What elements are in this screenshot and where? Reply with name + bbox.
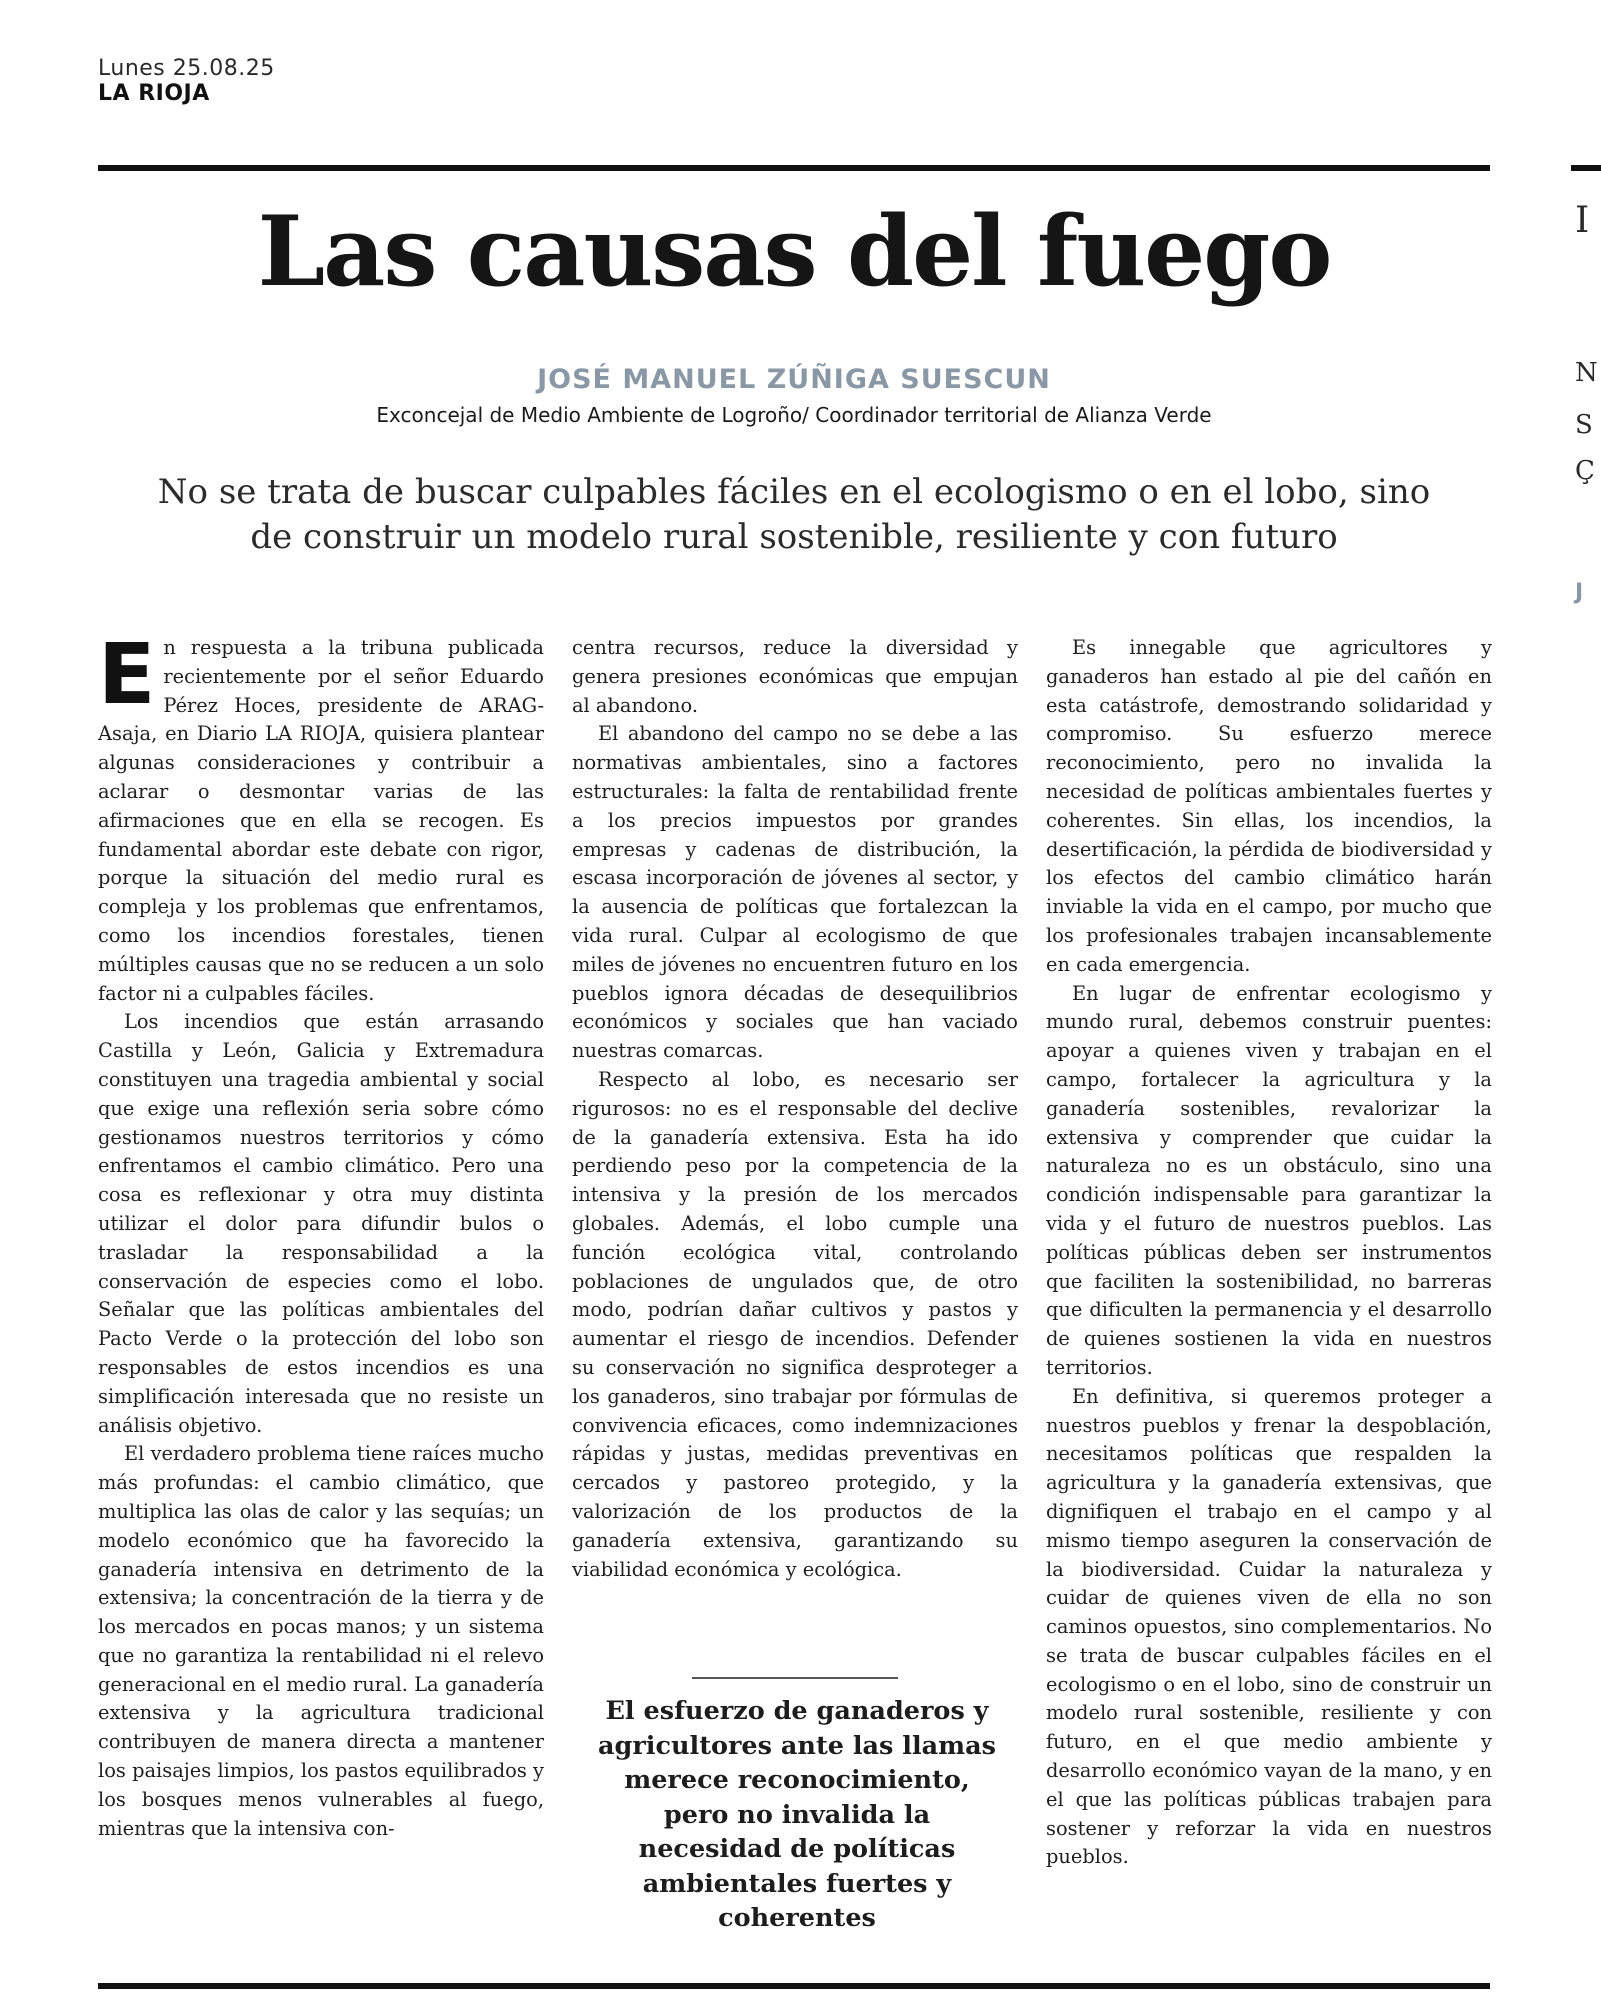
subtitle: No se trata de buscar culpables fáciles en el ecologismo o en el lobo, sino de construir un modelo rural sostenible, resiliente y con futuro xyxy=(157,472,1431,557)
headline: Las causas del fuego xyxy=(257,195,1331,308)
adjacent-page-glyph: Ç xyxy=(1575,456,1595,486)
paragraph: En lugar de enfrentar ecologismo y mundo rural, debemos construir puentes: apoyar a quienes viven y trabajan en el campo, fortalecer la agricultura y la ganadería sostenibles, revalorizar la extensiva y comprender que cuidar la naturaleza no es un obstáculo, sino una condición indispensable para garantizar la vida y el futuro de nuestros pueblos. Las políticas públicas deben ser instrumentos que faciliten la sostenibilidad, no barreras que dificulten la permanencia y el desarrollo de quienes sostienen la vida en nuestros territorios. xyxy=(1046,981,1492,1379)
paragraph: Es innegable que agricultores y ganaderos han estado al pie del cañón en esta catástrofe, demostrando solidaridad y compromiso. Su esfuerzo merece reconocimiento, pero no invalida la necesidad de políticas ambientales fuertes y coherentes. Sin ellas, los incendios, la desertificación, la pérdida de biodiversidad y los efectos del cambio climático harán inviable la vida en el campo, por mucho que los profesionales trabajen incansablemente en cada emergencia. xyxy=(1046,636,1492,976)
paragraph: En definitiva, si queremos proteger a nuestros pueblos y frenar la despoblación, necesitamos políticas que respalden la agricultura y la ganadería extensivas, que dignifiquen el trabajo en el campo y al mismo tiempo aseguren la conservación de la biodiversidad. Cuidar la naturaleza y cuidar de quienes viven de ella no son caminos opuestos, sino complementarios. No se trata de buscar culpables fáciles en el ecologismo o en el lobo, sino de construir un modelo rural sostenible, resiliente y con futuro, en el que medio ambiente y desarrollo económico vayan de la mano, y en el que las políticas públicas trabajen para sostener y reforzar la vida en nuestros pueblos. xyxy=(1046,1384,1492,1869)
drop-cap: E xyxy=(98,625,156,723)
top-rule xyxy=(98,165,1490,171)
paragraph: El verdadero problema tiene raíces mucho más profundas: el cambio climático, que multiplica las olas de calor y las sequías; un modelo económico que ha favorecido la ganadería intensiva en detrimento de la extensiva; la concentración de la tierra y de los mercados en pocas manos; y un sistema que no garantiza la rentabilidad ni el relevo generacional en el medio rural. La ganadería extensiva y la agricultura tradicional contribuyen de manera directa a mantener los paisajes limpios, los pastos equilibrados y los bosques menos vulnerables al fuego, mientras que la intensiva con- xyxy=(98,1442,544,1840)
column-2 xyxy=(572,634,1018,1584)
issue-date: Lunes 25.08.25 xyxy=(98,56,275,81)
column-1 xyxy=(98,625,544,1843)
adjacent-page-glyph: I xyxy=(1575,200,1590,241)
adjacent-page-rule xyxy=(1571,165,1601,171)
column-3 xyxy=(1046,634,1492,1872)
first-paragraph xyxy=(98,625,544,1008)
author-name: JOSÉ MANUEL ZÚÑIGA SUESCUN xyxy=(537,364,1051,395)
masthead xyxy=(98,56,275,106)
pullquote: El esfuerzo de ganaderos y agricultores ante las llamas merece reconocimiento, pero no invalida la necesidad de políticas ambientales fuertes y coherentes xyxy=(597,1696,997,1933)
first-paragraph-text: n respuesta a la tribuna publicada recientemente por el señor Eduardo Pérez Hoces, presidente de ARAG-Asaja, en Diario LA RIOJA, quisiera plantear algunas consideraciones y contribuir a aclarar o desmontar varias de las afirmaciones que en ella se recogen. Es fundamental abordar este debate con rigor, porque la situación del medio rural es compleja y los problemas que enfrentamos, como los incendios forestales, tienen múltiples causas que no se reducen a un solo factor ni a culpables fáciles. xyxy=(98,636,544,1005)
bottom-rule xyxy=(98,1983,1490,1989)
paragraph-continuation: centra recursos, reduce la diversidad y genera presiones económicas que empujan al abandono. xyxy=(572,636,1018,717)
paragraph: El abandono del campo no se debe a las normativas ambientales, sino a factores estructurales: la falta de rentabilidad frente a los precios impuestos por grandes empresas y cadenas de distribución, la escasa incorporación de jóvenes al sector, y la ausencia de políticas que fortalezcan la vida rural. Culpar al ecologismo de que miles de jóvenes no encuentren futuro en los pueblos ignora décadas de desequilibrios económicos y sociales que han vaciado nuestras comarcas. xyxy=(572,722,1018,1063)
adjacent-page-edge xyxy=(1535,0,1598,2000)
adjacent-page-glyph: J xyxy=(1575,580,1584,605)
paragraph: Respecto al lobo, es necesario ser rigurosos: no es el responsable del declive de la ganadería extensiva. Esta ha ido perdiendo peso por la competencia de la intensiva y la presión de los mercados globales. Además, el lobo cumple una función ecológica vital, controlando poblaciones de ungulados que, de otro modo, podrían dañar cultivos y pastos y aumentar el riesgo de incendios. Defender su conservación no significa desproteger a los ganaderos, sino trabajar por fórmulas de convivencia eficaces, como indemnizaciones rápidas y justas, medidas preventivas en cercados y pastoreo protegido, y la valorización de los productos de la ganadería extensiva, garantizando su viabilidad económica y ecológica. xyxy=(572,1067,1018,1581)
pullquote-rule xyxy=(692,1677,898,1679)
adjacent-page-glyph: S xyxy=(1575,410,1593,440)
newspaper-name: LA RIOJA xyxy=(98,81,210,106)
adjacent-page-glyph: N xyxy=(1575,358,1598,388)
paragraph: Los incendios que están arrasando Castilla y León, Galicia y Extremadura constituyen una tragedia ambiental y social que exige una reflexión seria sobre cómo gestionamos nuestros territorios y cómo enfrentamos el cambio climático. Pero una cosa es reflexionar y otra muy distinta utilizar el dolor para difundir bulos o trasladar la responsabilidad a la conservación de especies como el lobo. Señalar que las políticas ambientales del Pacto Verde o la protección del lobo son responsables de estos incendios es una simplificación interesada que no resiste un análisis objetivo. xyxy=(98,1010,544,1437)
author-role: Exconcejal de Medio Ambiente de Logroño/ Coordinador territorial de Alianza Verde xyxy=(376,403,1212,427)
